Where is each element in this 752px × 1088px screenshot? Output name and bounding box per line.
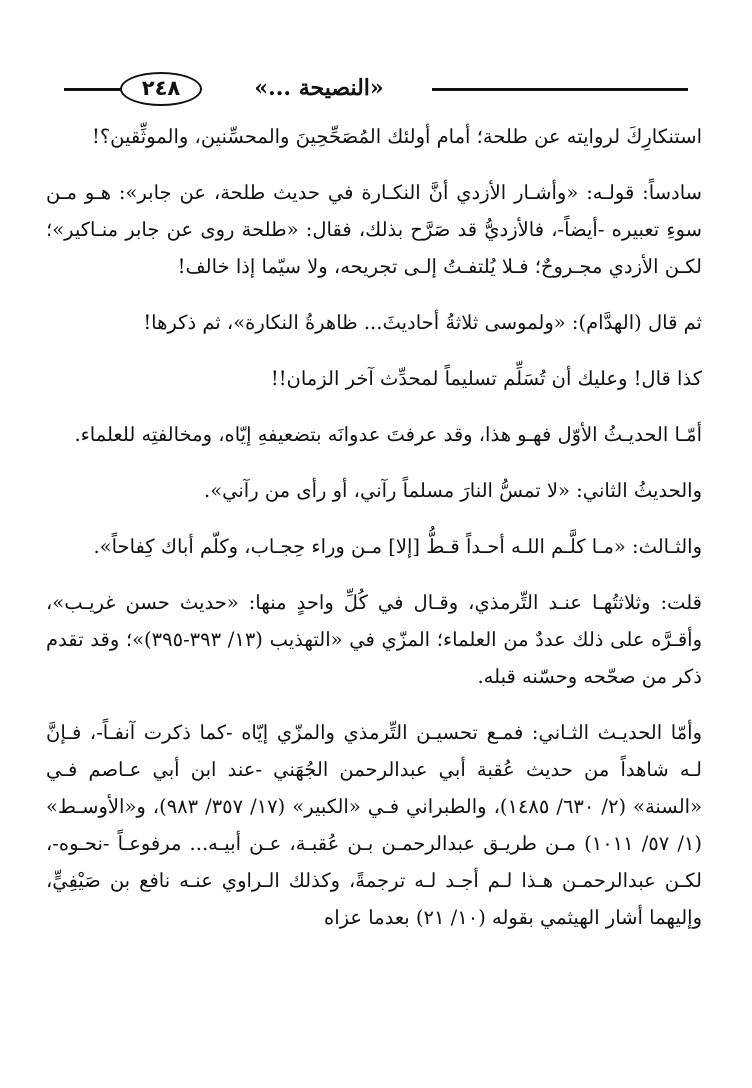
paragraph: ثم قال (الهدَّام): «ولموسى ثلاثةُ أحاديثَ... ظاهرةُ النكارة»، ثم ذكرها!	[143, 311, 702, 334]
paragraph: قلت: وثلاثتُهـا عنـد التِّرمذي، وقـال في كُلِّ واحدٍ منها: «حديث حسن غريـب»، وأقـرَّه على ذلك عددٌ من العلماء؛ المزّي في «التهذيب (١٣/ ٣٩٣-٣٩٥)»؛ وقد تقدم ذكر من صحّحه وحسّنه قبله.	[46, 591, 702, 688]
header-rule-right	[432, 88, 688, 91]
header-rule-left	[64, 88, 122, 91]
paragraph: والثـالث: «مـا كلَّـم اللـه أحـداً قـطُّ [إلا] مـن وراء حِجـاب، وكلّم أباك كِفاحاً».	[93, 535, 702, 558]
paragraph: سادساً: قولـه: «وأشـار الأزدي أنَّ النكـارة في حديث طلحة، عن جابر»: هـو مـن سوءِ تعبيره -أيضاً-، فالأزديُّ قد صَرَّح بذلك، فقال: «طلحة روى عن جابر منـاكير»؛ لكـن الأزدي مجـروحٌ؛ فـلا يُلتفـتُ إلـى تجريحه، ولا سيّما إذا خالف!	[46, 181, 702, 278]
paragraph: والحديثُ الثاني: «لا تمسُّ النارَ مسلماً رآني، أو رأى من رآني».	[204, 479, 702, 502]
paragraph: استنكارِكَ لروايته عن طلحة؛ أمام أولئك المُصَحِّحِينَ والمحسِّنين، والموثِّقين؟!	[92, 125, 702, 148]
paragraph: كذا قال! وعليك أن تُسَلِّم تسليماً لمحدِّث آخر الزمان!!	[270, 367, 702, 390]
page-header	[64, 68, 688, 108]
body-text	[46, 118, 702, 955]
paragraph: أمّـا الحديـثُ الأوّل فهـو هذا، وقد عرفتَ عدوانَه بتضعيفهِ إيّاه، ومخالفتِه للعلماء.	[74, 423, 702, 446]
page-number-badge: ٢٤٨	[120, 72, 202, 106]
paragraph: وأمّا الحديـث الثـاني: فمـع تحسيـن التِّرمذي والمزّي إيّاه -كما ذكرت آنفـاً-، فـإنَّ لـه شاهداً من حديث عُقبة أبي عبدالرحمن الجُهَني -عند ابن أبي عـاصم فـي «السنة» (٢/ ٦٣٠/ ١٤٨٥)، والطبراني فـي «الكبير» (١٧/ ٣٥٧/ ٩٨٣)، و«الأوسـط» (١/ ٥٧/ ١٠١١) مـن طريـق عبدالرحمـن بـن عُقبـة، عـن أبيـه... مرفوعـاً -نحـوه-، لكـن عبدالرحمـن هـذا لـم أجـد لـه ترجمةً، وكذلك الـراوي عنـه نافع بن صَيْفِيٍّ، وإليهما أشار الهيثمي بقوله (١٠/ ٢١) بعدما عزاه	[46, 721, 702, 929]
running-title: «النصيحة ...»	[254, 75, 384, 101]
